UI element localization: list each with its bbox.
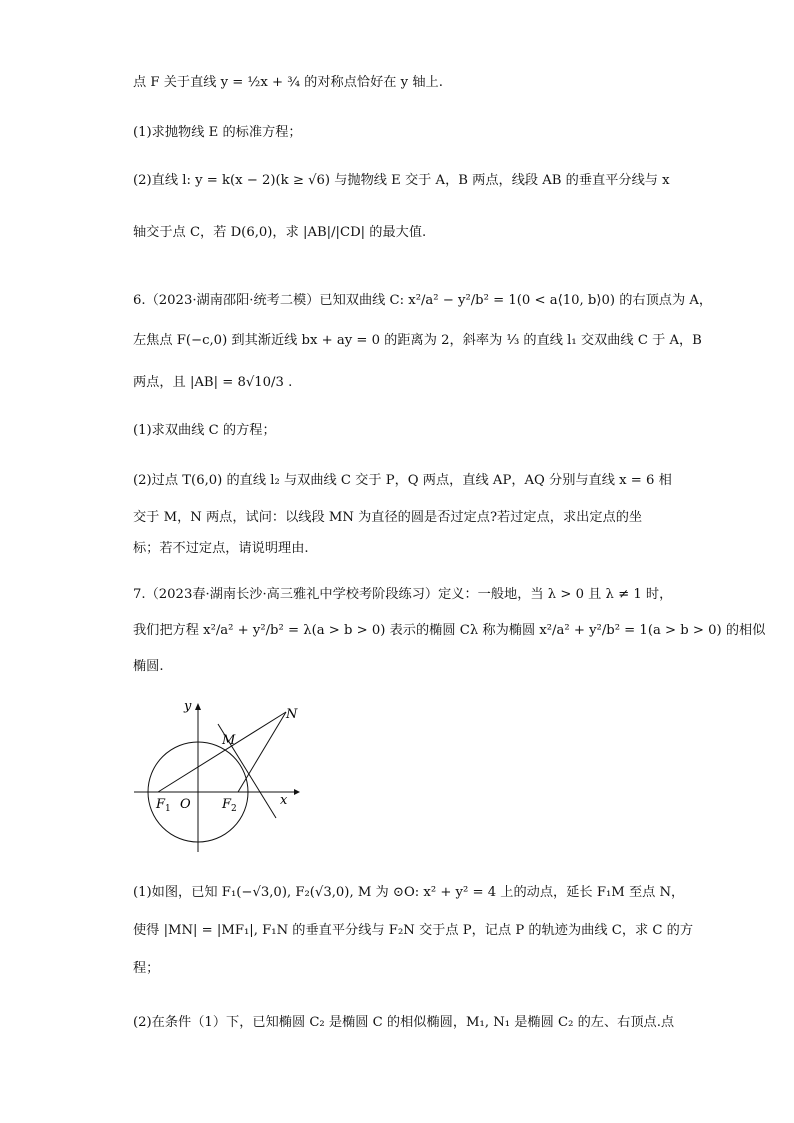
label-O: O	[180, 797, 191, 812]
question-7-header: 7.（2023春·湖南长沙·高三雅礼中学校考阶段练习）定义：一般地，当 λ > 0 且 λ ≠ 1 时，	[133, 587, 673, 602]
label-F2: F	[222, 797, 232, 812]
question-6-part-1: (1)求双曲线 C 的方程；	[133, 423, 276, 438]
label-N: N	[286, 707, 298, 722]
label-x: x	[280, 793, 288, 808]
question-6-header: 6.（2023·湖南邵阳·统考二模）已知双曲线 C: x²/a² − y²/b² = 1(0 < a⟨10, b⟩0) 的右顶点为 A，	[133, 293, 713, 308]
text-line-14: 椭圆.	[133, 659, 164, 674]
label-F1-subscript: 1	[165, 804, 171, 814]
label-M: M	[222, 733, 236, 748]
text-line-10: 交于 M，N 两点，试问：以线段 MN 为直径的圆是否过定点?若过定点，求出定点的坐	[133, 510, 643, 525]
label-F1: F	[156, 797, 166, 812]
label-F2-subscript: 2	[231, 804, 237, 814]
text-line-17: 程；	[133, 961, 160, 976]
question-5-part-1: (1)求抛物线 E 的标准方程；	[133, 125, 302, 140]
line-F1-N	[158, 712, 286, 792]
question-5-part-2: (2)直线 l: y = k(x − 2)(k ≥ √6) 与抛物线 E 交于 A，B 两点，线段 AB 的垂直平分线与 x	[133, 173, 670, 188]
question-6-part-2: (2)过点 T(6,0) 的直线 l₂ 与双曲线 C 交于 P，Q 两点，直线 AP，AQ 分别与直线 x = 6 相	[133, 473, 672, 488]
question-7-part-1: (1)如图，已知 F₁(−√3,0), F₂(√3,0), M 为 ⊙O: x² + y² = 4 上的动点，延长 F₁M 至点 N，	[133, 885, 685, 900]
geometry-figure	[128, 696, 308, 856]
text-line-11: 标；若不过定点，请说明理由.	[133, 541, 309, 556]
text-line-13: 我们把方程 x²/a² + y²/b² = λ(a > b > 0) 表示的椭圆 Cλ 称为椭圆 x²/a² + y²/b² = 1(a > b > 0) 的相似	[133, 623, 766, 638]
question-7-part-2: (2)在条件（1）下，已知椭圆 C₂ 是椭圆 C 的相似椭圆，M₁, N₁ 是椭圆 C₂ 的左、右顶点.点	[133, 1015, 675, 1030]
line-N-F2	[238, 712, 286, 792]
text-line-7: 两点，且 |AB| = 8√10/3 .	[133, 375, 293, 390]
label-y: y	[184, 699, 192, 714]
text-line-16: 使得 |MN| = |MF₁|, F₁N 的垂直平分线与 F₂N 交于点 P，记点 P 的轨迹为曲线 C，求 C 的方	[133, 923, 694, 938]
text-line-1: 点 F 关于直线 y = ½x + ¾ 的对称点恰好在 y 轴上.	[133, 75, 443, 90]
text-line-6: 左焦点 F(−c,0) 到其渐近线 bx + ay = 0 的距离为 2，斜率为 ⅓ 的直线 l₁ 交双曲线 C 于 A，B	[133, 333, 702, 348]
text-line-4: 轴交于点 C，若 D(6,0)，求 |AB|/|CD| 的最大值.	[133, 225, 427, 240]
